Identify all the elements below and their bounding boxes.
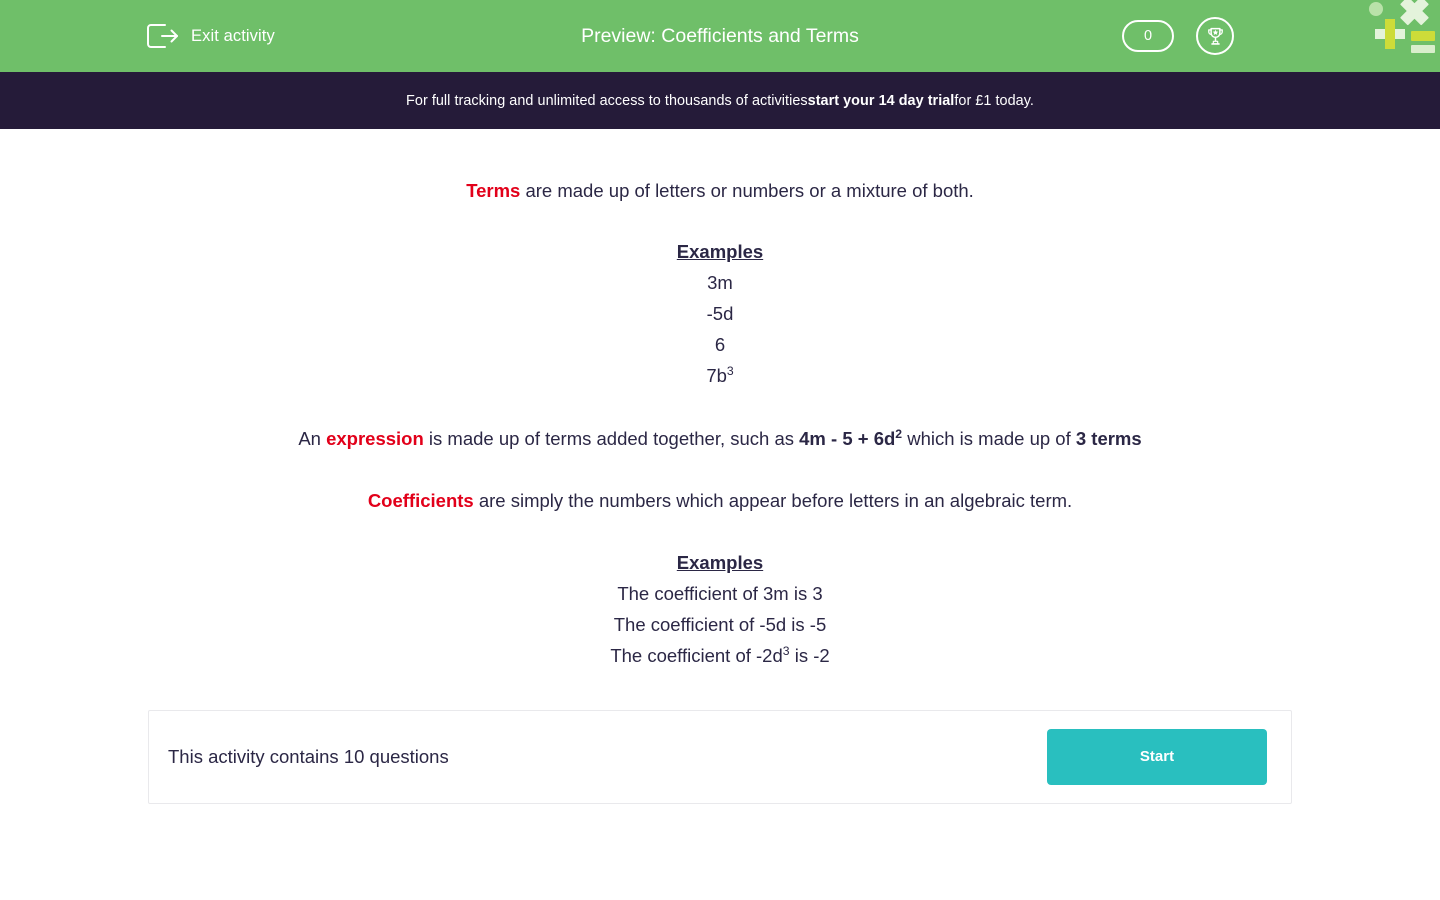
coefficients-definition (0, 485, 1440, 516)
expression-term-count: 3 terms (1075, 428, 1142, 450)
trial-banner[interactable] (0, 72, 1440, 129)
coefficients-sentence: are simply the numbers which appear before letters in an algebraic term. (473, 489, 1073, 511)
trophy-icon (1205, 26, 1226, 47)
term-example-base: 6 (714, 334, 726, 356)
score-badge[interactable] (1122, 20, 1174, 52)
expression-example-base: 4m - 5 + 6d (799, 428, 896, 450)
term-example-base: -5d (706, 303, 734, 325)
coefficient-example (0, 609, 1440, 640)
coefficient-example-prefix: The coefficient of -2d (610, 644, 783, 666)
term-example-base: 7b (706, 365, 727, 387)
term-example-sup: 3 (726, 364, 734, 379)
expression-definition (0, 423, 1440, 454)
term-example (0, 360, 1440, 391)
term-example (0, 267, 1440, 298)
trial-banner-text-after: for £1 today. (954, 92, 1034, 109)
terms-keyword: Terms (466, 180, 521, 201)
trial-banner-cta[interactable]: start your 14 day trial (807, 92, 955, 109)
exit-activity-label: Exit activity (191, 26, 275, 45)
coefficients-keyword: Coefficients (367, 489, 474, 511)
exit-activity-button[interactable] (146, 23, 275, 49)
expression-text-2: is made up of terms added together, such as (423, 428, 800, 450)
question-count-label: This activity contains 10 questions (168, 746, 449, 768)
app-header (0, 0, 1440, 72)
trial-banner-text-before: For full tracking and unlimited access to thousands of activities (406, 92, 808, 109)
exit-arrow-icon (146, 23, 180, 49)
decorative-shapes (1354, 0, 1440, 62)
examples-heading-terms: Examples (676, 241, 764, 263)
trophy-button[interactable] (1196, 17, 1234, 55)
coefficient-example (0, 578, 1440, 609)
score-value: 0 (1143, 28, 1153, 44)
activity-intro-content (0, 129, 1440, 804)
expression-text-1: An (298, 428, 327, 450)
expression-text-3: which is made up of (902, 428, 1076, 450)
coefficient-example-sup: 3 (782, 643, 790, 658)
terms-definition (0, 175, 1440, 206)
term-example (0, 329, 1440, 360)
start-button[interactable]: Start (1047, 729, 1267, 785)
terms-sentence: are made up of letters or numbers or a mixture of both. (520, 180, 974, 201)
coefficient-example (0, 640, 1440, 671)
examples-heading-coefficients: Examples (676, 551, 764, 573)
expression-keyword: expression (326, 428, 424, 450)
term-example (0, 298, 1440, 329)
coefficient-example-suffix: is -2 (789, 644, 830, 666)
page-title: Preview: Coefficients and Terms (581, 24, 859, 47)
coefficient-example-prefix: The coefficient of -5d is -5 (613, 613, 827, 635)
coefficient-example-prefix: The coefficient of 3m is 3 (617, 582, 823, 604)
expression-example-sup: 2 (895, 427, 903, 442)
term-example-base: 3m (707, 272, 733, 294)
start-activity-card (148, 710, 1292, 804)
header-actions (1122, 0, 1234, 72)
